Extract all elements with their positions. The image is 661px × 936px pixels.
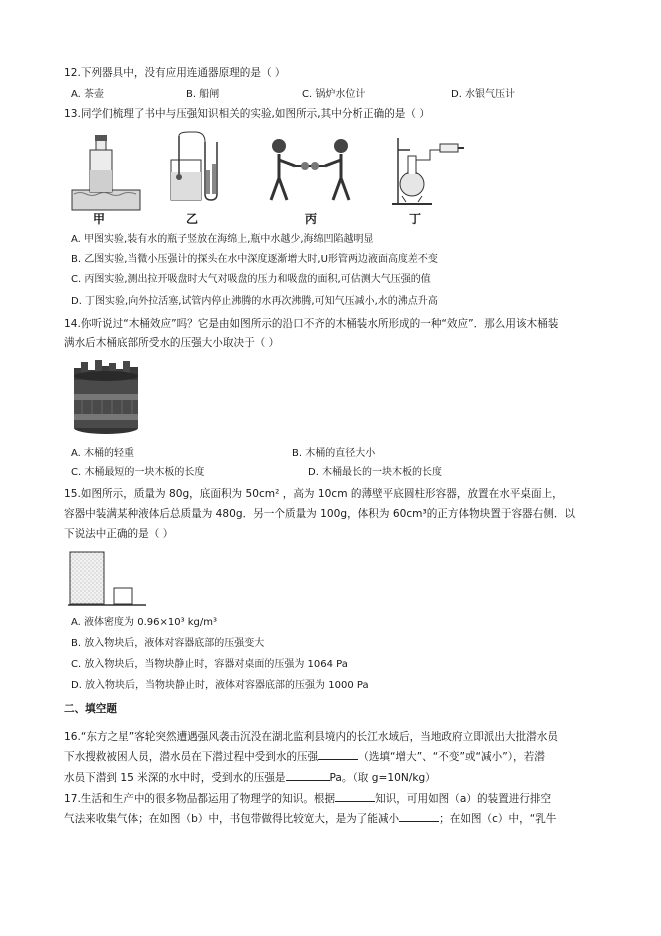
q17-line1 xyxy=(64,792,551,807)
q17-line1-part2: 知识，可用如图（a）的装置进行排空 xyxy=(375,793,552,805)
q13-label-bing: 丙 xyxy=(305,212,318,226)
q15-option-d: D. 放入物块后，当物块静止时，液体对容器底部的压强为 1000 Pa xyxy=(71,680,369,691)
q16-line3-part1: 水员下潜到 15 米深的水中时，受到水的压强是 xyxy=(64,772,286,784)
q16-line2 xyxy=(64,750,545,765)
q16-blank-1[interactable] xyxy=(318,750,358,760)
q14-option-b: B. 木桶的直径大小 xyxy=(292,448,376,459)
q13-figure-yi xyxy=(165,130,235,210)
q17-blank-2[interactable] xyxy=(399,812,439,822)
q16-line1: 16.“东方之星”客轮突然遭遇强风袭击沉没在湖北监利县境内的长江水域后，当地政府立即派出大批潜水员 xyxy=(64,731,558,743)
q13-option-d: D. 丁图实验,向外拉活塞,试管内停止沸腾的水再次沸腾,可知气压减小,水的沸点升高 xyxy=(71,296,438,307)
q16-line3-part2: Pa。（取 g=10N/kg） xyxy=(329,772,436,784)
q13-label-jia: 甲 xyxy=(93,212,106,226)
q12-option-a: A. 茶壶 xyxy=(71,89,105,100)
q17-line2-part2: ；在如图（c）中，“乳牛 xyxy=(439,813,557,825)
q17-line2-part1: 气法来收集气体；在如图（b）中，书包带做得比较宽大，是为了能减小 xyxy=(64,813,400,825)
q13-option-c: C. 丙图实验,测出拉开吸盘时大气对吸盘的压力和吸盘的面积,可估测大气压强的值 xyxy=(71,274,431,285)
q17-line2 xyxy=(64,812,556,827)
q13-figure-ding xyxy=(388,130,468,210)
q13-stem: 13.同学们梳理了书中与压强知识相关的实验,如图所示,其中分析正确的是（ ） xyxy=(64,108,430,120)
q14-stem-line1: 14.你听说过“木桶效应”吗？它是由如图所示的沿口不齐的木桶装水所形成的一种“效应”．那么用该木桶装 xyxy=(64,318,559,330)
q16-line2-part2: （选填“增大”、“不变”或“减小”），若潜 xyxy=(358,751,545,763)
q15-option-a: A. 液体密度为 0.96×10³ kg/m³ xyxy=(71,617,218,628)
section-title-fill-in: 二、填空题 xyxy=(64,703,117,715)
q13-option-a: A. 甲图实验,装有水的瓶子竖放在海绵上,瓶中水越少,海绵凹陷越明显 xyxy=(71,234,374,245)
q12-option-d: D. 水银气压计 xyxy=(451,89,516,100)
q15-container-figure xyxy=(68,550,148,608)
q13-figure-jia xyxy=(72,130,142,230)
q13-label-ding: 丁 xyxy=(409,212,422,226)
q15-stem-line1: 15.如图所示，质量为 80g，底面积为 50cm² ，高为 10cm 的薄壁平底圆柱形容器，放置在水平桌面上， xyxy=(64,488,563,500)
q17-blank-1[interactable] xyxy=(335,792,375,802)
q16-line3 xyxy=(64,771,436,786)
q15-stem-line2: 容器中装满某种液体后总质量为 480g．另一个质量为 100g，体积为 60cm³的正方体物块置于容器右侧．以 xyxy=(64,508,576,520)
q13-option-b: B. 乙图实验,当微小压强计的探头在水中深度逐渐增大时,U形管两边液面高度差不变 xyxy=(71,254,438,265)
q12-option-c: C. 锅炉水位计 xyxy=(302,89,366,100)
q14-option-d: D. 木桶最长的一块木板的长度 xyxy=(308,467,443,478)
q14-stem-line2: 满水后木桶底部所受水的压强大小取决于（ ） xyxy=(64,337,280,349)
q16-blank-2[interactable] xyxy=(286,771,330,781)
q15-stem-line3: 下说法中正确的是（ ） xyxy=(64,528,174,540)
q16-line2-part1: 下水搜救被困人员，潜水员在下潜过程中受到水的压强 xyxy=(64,751,319,763)
q14-option-a: A. 木桶的轻重 xyxy=(71,448,135,459)
q15-option-b: B. 放入物块后，液体对容器底部的压强变大 xyxy=(71,638,265,649)
q14-barrel-image xyxy=(68,360,144,436)
q17-line1-part1: 17.生活和生产中的很多物品都运用了物理学的知识。根据 xyxy=(64,793,336,805)
q13-figure-bing xyxy=(265,132,355,212)
q13-label-yi: 乙 xyxy=(186,212,199,226)
q15-option-c: C. 放入物块后，当物块静止时，容器对桌面的压强为 1064 Pa xyxy=(71,659,348,670)
q12-option-b: B. 船闸 xyxy=(186,89,220,100)
q14-option-c: C. 木桶最短的一块木板的长度 xyxy=(71,467,205,478)
q12-stem: 12.下列器具中，没有应用连通器原理的是（ ） xyxy=(64,67,286,79)
